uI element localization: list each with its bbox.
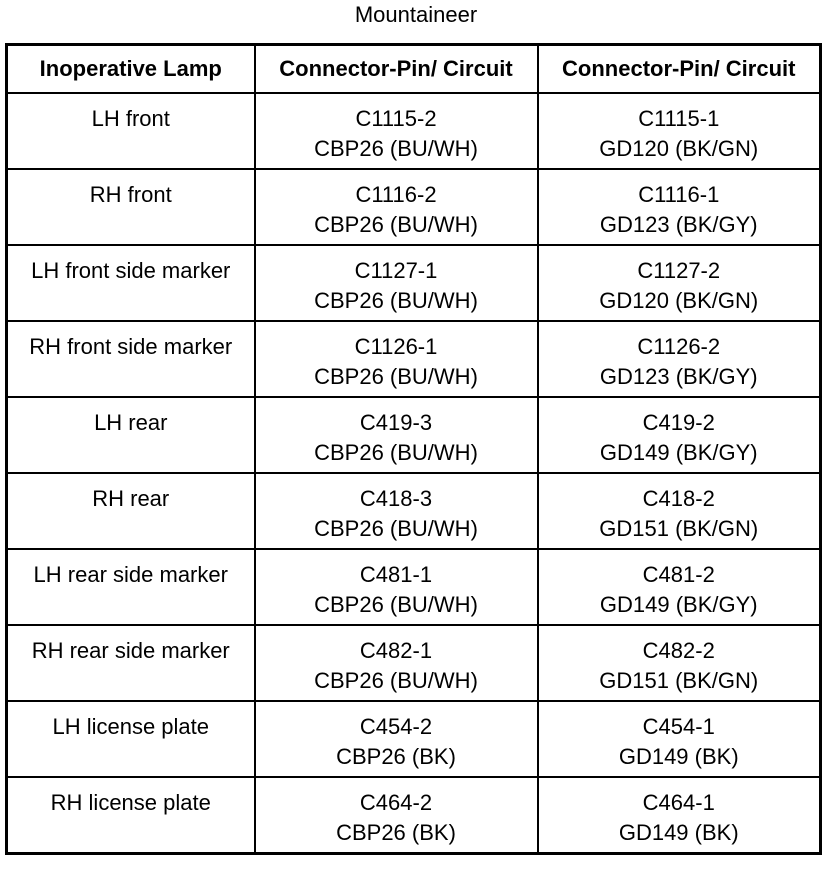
connector-1-cell [255, 397, 538, 473]
header-inoperative-lamp: Inoperative Lamp [7, 45, 255, 94]
connector-1-pin: C1116-2 [355, 182, 437, 207]
connector-2-circuit: GD123 (BK/GY) [599, 212, 758, 237]
lamp-cell [7, 549, 255, 625]
connector-2-pin: C1115-1 [638, 106, 720, 131]
connector-1-circuit: CBP26 (BU/WH) [314, 212, 478, 237]
connector-2-pin: C464-1 [642, 790, 715, 815]
connector-2-cell [538, 93, 821, 169]
connector-1-cell [255, 93, 538, 169]
lamp-circuit-table [5, 43, 822, 855]
lamp-cell [7, 701, 255, 777]
connector-1-cell [255, 549, 538, 625]
table-row [7, 169, 821, 245]
connector-2-pin: C1116-1 [638, 182, 720, 207]
connector-2-circuit: GD149 (BK) [618, 820, 739, 845]
connector-1-pin: C1115-2 [355, 106, 437, 131]
lamp-cell [7, 245, 255, 321]
connector-2-cell [538, 321, 821, 397]
header-connector-pin-circuit-2: Connector-Pin/ Circuit [538, 45, 821, 94]
connector-2-pin: C419-2 [642, 410, 715, 435]
lamp-name: LH license plate [52, 714, 210, 739]
lamp-name: LH rear [94, 410, 168, 435]
lamp-cell [7, 169, 255, 245]
table-row [7, 93, 821, 169]
lamp-name: RH front side marker [29, 334, 233, 359]
table-row [7, 625, 821, 701]
connector-2-circuit: GD120 (BK/GN) [599, 136, 759, 161]
connector-1-pin: C464-2 [359, 790, 433, 815]
connector-1-cell [255, 701, 538, 777]
lamp-name: RH license plate [50, 790, 211, 815]
table-row [7, 549, 821, 625]
connector-1-circuit: CBP26 (BU/WH) [314, 516, 478, 541]
connector-1-circuit: CBP26 (BK) [336, 820, 456, 845]
connector-2-cell [538, 777, 821, 853]
connector-2-pin: C454-1 [642, 714, 715, 739]
connector-1-cell [255, 625, 538, 701]
lamp-name: RH rear side marker [31, 638, 230, 663]
connector-1-pin: C1127-1 [354, 258, 438, 283]
connector-1-pin: C418-3 [359, 486, 433, 511]
lamp-cell [7, 777, 255, 853]
connector-1-pin: C419-3 [359, 410, 433, 435]
connector-2-pin: C418-2 [642, 486, 715, 511]
table-row [7, 245, 821, 321]
table-body [7, 93, 821, 853]
header-connector-pin-circuit-1: Connector-Pin/ Circuit [255, 45, 538, 94]
connector-2-circuit: GD120 (BK/GN) [599, 288, 759, 313]
lamp-name: LH rear side marker [33, 562, 228, 587]
connector-1-cell [255, 245, 538, 321]
lamp-name: LH front [91, 106, 170, 131]
connector-2-cell [538, 397, 821, 473]
connector-1-circuit: CBP26 (BU/WH) [314, 440, 478, 465]
table-caption: Mountaineer [354, 2, 478, 27]
connector-2-cell [538, 473, 821, 549]
lamp-cell [7, 625, 255, 701]
lamp-name: LH front side marker [31, 258, 231, 283]
lamp-name: RH front [89, 182, 172, 207]
connector-2-cell [538, 169, 821, 245]
lamp-cell [7, 93, 255, 169]
connector-1-circuit: CBP26 (BU/WH) [314, 668, 478, 693]
connector-1-circuit: CBP26 (BK) [336, 744, 456, 769]
lamp-name: RH rear [92, 486, 170, 511]
connector-2-cell [538, 549, 821, 625]
connector-1-circuit: CBP26 (BU/WH) [314, 288, 478, 313]
table-row [7, 473, 821, 549]
connector-2-pin: C1127-2 [637, 258, 721, 283]
connector-2-cell [538, 245, 821, 321]
connector-1-pin: C454-2 [359, 714, 433, 739]
connector-1-circuit: CBP26 (BU/WH) [314, 592, 478, 617]
connector-2-cell [538, 625, 821, 701]
connector-2-circuit: GD151 (BK/GN) [599, 516, 759, 541]
connector-1-pin: C482-1 [359, 638, 433, 663]
table-row [7, 321, 821, 397]
connector-2-circuit: GD123 (BK/GY) [599, 364, 758, 389]
connector-1-cell [255, 169, 538, 245]
connector-2-cell [538, 701, 821, 777]
connector-1-circuit: CBP26 (BU/WH) [314, 136, 478, 161]
table-header-row [7, 45, 821, 94]
connector-2-pin: C482-2 [642, 638, 715, 663]
connector-1-cell [255, 777, 538, 853]
table-row [7, 777, 821, 853]
connector-2-circuit: GD151 (BK/GN) [599, 668, 759, 693]
connector-1-pin: C1126-1 [354, 334, 438, 359]
connector-1-pin: C481-1 [359, 562, 433, 587]
lamp-cell [7, 321, 255, 397]
connector-2-circuit: GD149 (BK) [618, 744, 739, 769]
connector-1-circuit: CBP26 (BU/WH) [314, 364, 478, 389]
lamp-cell [7, 473, 255, 549]
table-row [7, 397, 821, 473]
lamp-cell [7, 397, 255, 473]
table-row [7, 701, 821, 777]
connector-2-circuit: GD149 (BK/GY) [599, 592, 758, 617]
connector-2-circuit: GD149 (BK/GY) [599, 440, 758, 465]
connector-2-pin: C1126-2 [637, 334, 721, 359]
connector-1-cell [255, 321, 538, 397]
connector-1-cell [255, 473, 538, 549]
connector-2-pin: C481-2 [642, 562, 715, 587]
